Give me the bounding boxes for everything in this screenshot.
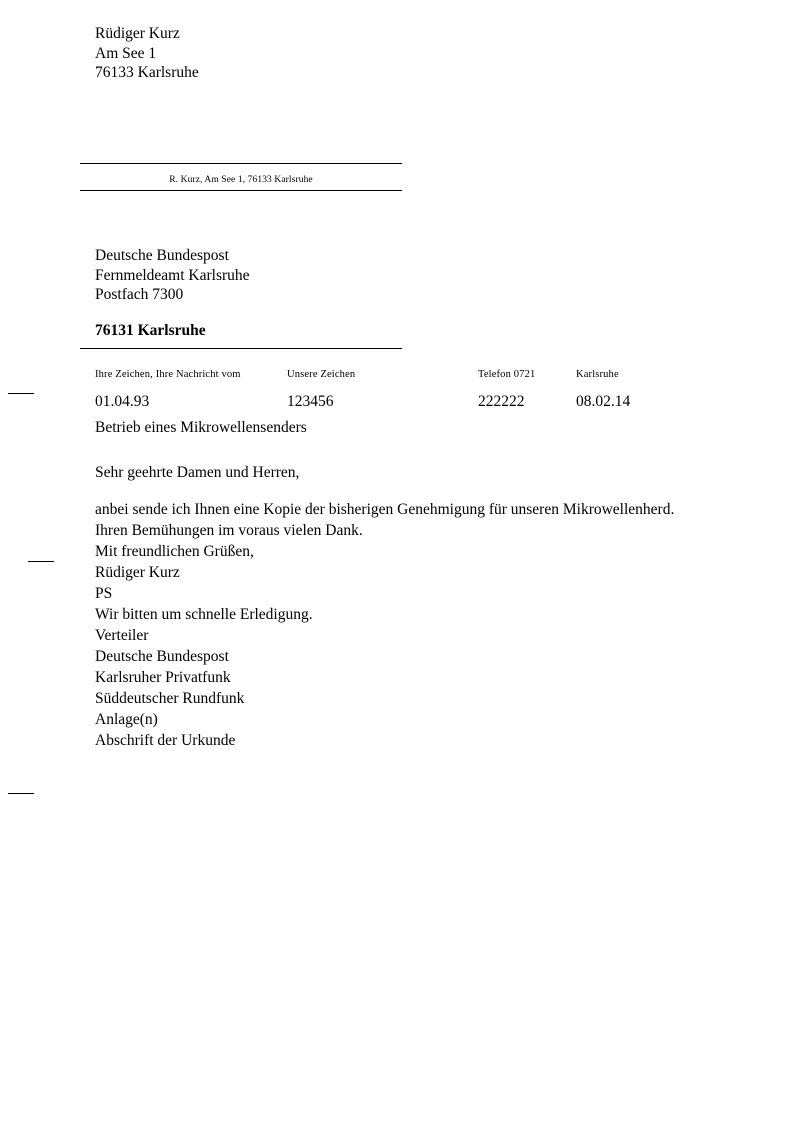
reference-header-our-ref: Unsere Zeichen [287,369,356,380]
letter-body [95,462,735,751]
reference-line-block [95,369,735,411]
closing-phrase: Mit freundlichen Grüßen, [95,543,254,560]
reference-header-phone: Telefon 0721 [478,369,536,380]
fold-mark-bottom [8,793,34,794]
return-address-rule-top [80,163,402,164]
recipient-department: Fernmeldeamt Karlsruhe [95,266,250,284]
recipient-company: Deutsche Bundespost [95,247,229,264]
body-paragraph-1: anbei sende ich Ihnen eine Kopie der bisherigen Genehmigung für unseren Mikrowellenherd. [95,501,675,518]
recipient-postbox: Postfach 7300 [95,286,184,304]
distribution-item: Deutsche Bundespost [95,648,229,665]
reference-value-your-ref: 01.04.93 [95,393,150,410]
enclosure-label: Anlage(n) [95,711,158,728]
sender-street: Am See 1 [95,44,157,62]
reference-headers [95,369,735,387]
letter-subject: Betrieb eines Mikrowellensenders [95,419,307,436]
punch-mark-middle [28,561,54,562]
distribution-item: Karlsruher Privatfunk [95,669,231,686]
return-address-line: R. Kurz, Am See 1, 76133 Karlsruhe [169,175,313,185]
sender-name: Rüdiger Kurz [95,25,180,42]
distribution-item: Süddeutscher Rundfunk [95,690,245,707]
reference-values [95,393,735,411]
reference-value-our-ref: 123456 [287,393,334,410]
reference-value-phone: 222222 [478,393,525,410]
reference-header-place: Karlsruhe [576,369,619,380]
salutation: Sehr geehrte Damen und Herren, [95,464,300,481]
signature-name: Rüdiger Kurz [95,564,180,581]
fold-mark-top [8,393,34,394]
ps-label: PS [95,585,113,602]
enclosure-text: Abschrift der Urkunde [95,732,236,749]
recipient-address-block [95,246,250,340]
reference-rule [80,348,402,349]
reference-value-date: 08.02.14 [576,393,631,410]
ps-text: Wir bitten um schnelle Erledigung. [95,606,313,623]
recipient-city: 76131 Karlsruhe [95,321,206,339]
sender-address-block [95,24,199,83]
return-address-rule-bottom [80,190,402,191]
reference-header-your-ref: Ihre Zeichen, Ihre Nachricht vom [95,369,241,380]
body-paragraph-2: Ihren Bemühungen im voraus vielen Dank. [95,522,363,539]
distribution-label: Verteiler [95,627,149,644]
sender-city: 76133 Karlsruhe [95,64,199,82]
